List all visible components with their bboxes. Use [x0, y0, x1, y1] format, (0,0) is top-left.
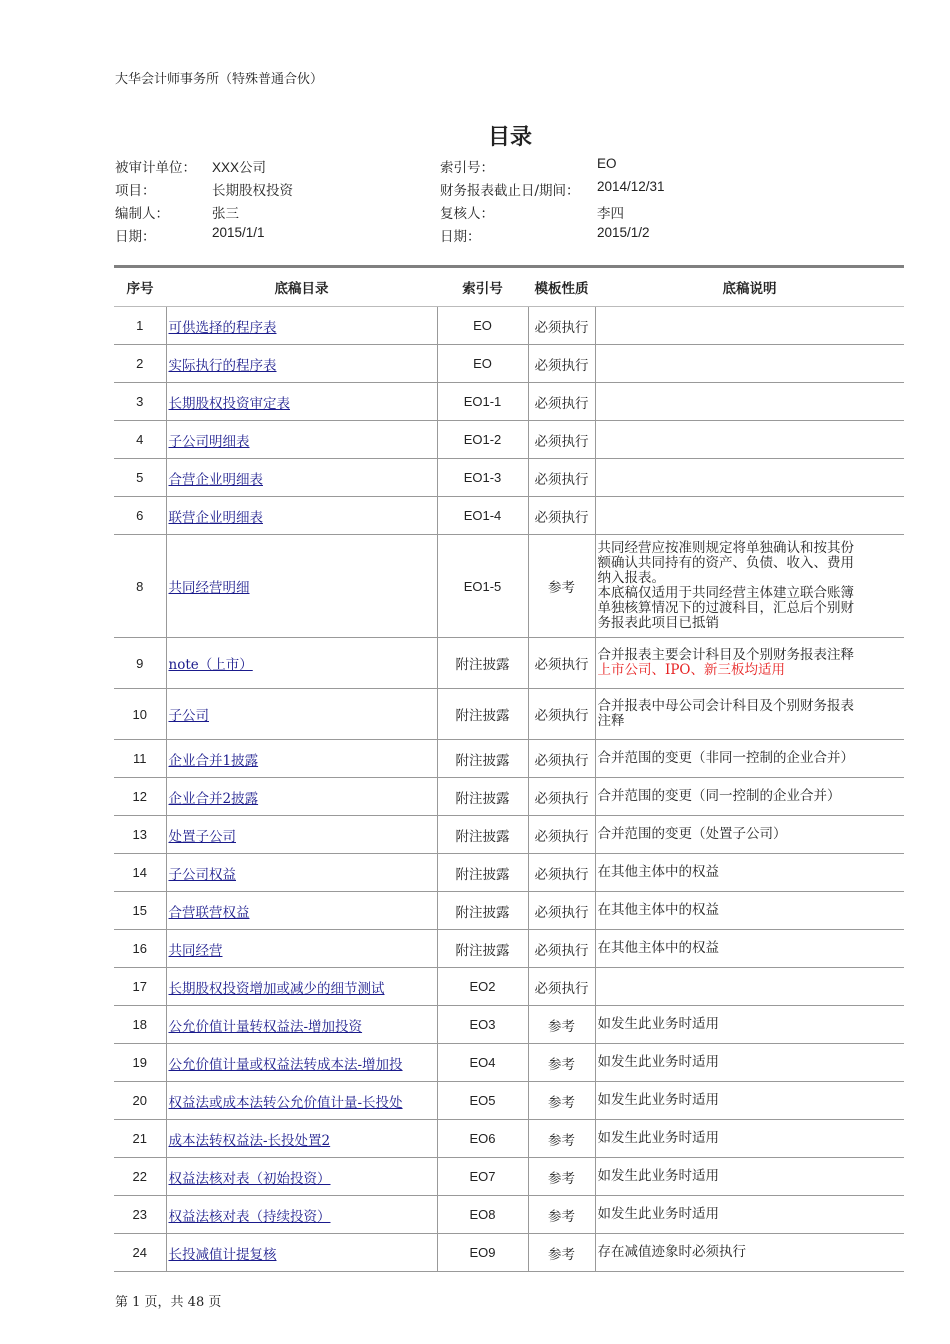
row-index-code: EO1-1	[437, 383, 528, 421]
col-header-name: 底稿目录	[166, 268, 437, 307]
workpaper-link[interactable]: 成本法转权益法-长投处置2	[168, 1132, 331, 1149]
table-row	[114, 740, 904, 778]
preparer-value: 张三	[212, 206, 239, 222]
row-index-code: EO3	[437, 1006, 528, 1044]
row-description	[595, 535, 904, 638]
row-description	[595, 854, 904, 892]
row-template-type: 必须执行	[528, 497, 595, 535]
contents-table	[114, 268, 904, 1272]
workpaper-link[interactable]: 权益法或成本法转公允价值计量-长投处	[168, 1094, 403, 1111]
workpaper-link[interactable]: 长投减值计提复核	[168, 1246, 277, 1263]
row-description	[595, 345, 904, 383]
row-number: 18	[114, 1006, 166, 1044]
row-description	[595, 383, 904, 421]
row-template-type: 必须执行	[528, 740, 595, 778]
description-text: 合并报表主要会计科目及个别财务报表注释	[597, 647, 854, 663]
workpaper-link[interactable]: 权益法核对表（初始投资）	[168, 1170, 331, 1187]
workpaper-link[interactable]: 合营企业明细表	[168, 471, 263, 488]
workpaper-link[interactable]: 长期股权投资审定表	[168, 395, 290, 412]
date1-value: 2015/1/1	[212, 225, 265, 240]
row-number: 15	[114, 892, 166, 930]
row-description	[595, 638, 904, 689]
row-name-cell	[166, 816, 437, 854]
description-text: 在其他主体中的权益	[597, 940, 719, 956]
row-template-type: 必须执行	[528, 816, 595, 854]
row-description	[595, 459, 904, 497]
row-index-code: 附注披露	[437, 689, 528, 740]
col-header-type: 模板性质	[528, 268, 595, 307]
row-template-type: 参考	[528, 1234, 595, 1272]
description-text: 在其他主体中的权益	[597, 902, 719, 918]
row-number: 13	[114, 816, 166, 854]
row-name-cell	[166, 1006, 437, 1044]
row-index-code: EO7	[437, 1158, 528, 1196]
row-index-code: 附注披露	[437, 778, 528, 816]
table-row	[114, 497, 904, 535]
row-description	[595, 1234, 904, 1272]
table-row	[114, 968, 904, 1006]
workpaper-link[interactable]: note（上市）	[168, 657, 253, 673]
workpaper-link[interactable]: 子公司权益	[168, 866, 236, 883]
row-number: 8	[114, 535, 166, 638]
row-name-cell	[166, 930, 437, 968]
row-name-cell	[166, 535, 437, 638]
description-note: 上市公司、IPO、新三板均适用	[597, 662, 785, 678]
row-index-code: EO9	[437, 1234, 528, 1272]
workpaper-link[interactable]: 长期股权投资增加或减少的细节测试	[168, 980, 385, 997]
row-name-cell	[166, 638, 437, 689]
row-number: 11	[114, 740, 166, 778]
row-number: 20	[114, 1082, 166, 1120]
workpaper-link[interactable]: 企业合并2披露	[168, 790, 259, 807]
row-description	[595, 816, 904, 854]
col-header-code: 索引号	[437, 268, 528, 307]
project-value: 长期股权投资	[212, 183, 293, 199]
entity-value: XXX公司	[212, 160, 267, 175]
row-template-type: 参考	[528, 1158, 595, 1196]
period-label: 财务报表截止日/期间：	[440, 183, 580, 199]
row-name-cell	[166, 1120, 437, 1158]
description-text: 如发生此业务时适用	[597, 1016, 719, 1032]
row-description	[595, 892, 904, 930]
row-number: 9	[114, 638, 166, 689]
row-number: 17	[114, 968, 166, 1006]
description-text: 如发生此业务时适用	[597, 1130, 719, 1146]
row-template-type: 必须执行	[528, 930, 595, 968]
table-row	[114, 307, 904, 345]
row-template-type: 必须执行	[528, 383, 595, 421]
row-number: 12	[114, 778, 166, 816]
row-index-code: EO2	[437, 968, 528, 1006]
row-number: 21	[114, 1120, 166, 1158]
table-row	[114, 930, 904, 968]
row-template-type: 必须执行	[528, 892, 595, 930]
row-number: 5	[114, 459, 166, 497]
row-index-code: EO8	[437, 1196, 528, 1234]
row-name-cell	[166, 1234, 437, 1272]
page-footer: 第 1 页，共 48 页	[115, 1295, 222, 1310]
row-template-type: 必须执行	[528, 689, 595, 740]
row-number: 10	[114, 689, 166, 740]
workpaper-link[interactable]: 子公司明细表	[168, 433, 250, 450]
workpaper-link[interactable]: 权益法核对表（持续投资）	[168, 1208, 331, 1225]
table-row	[114, 892, 904, 930]
row-name-cell	[166, 1082, 437, 1120]
row-number: 16	[114, 930, 166, 968]
row-template-type: 参考	[528, 1120, 595, 1158]
description-text: 如发生此业务时适用	[597, 1168, 719, 1184]
row-number: 24	[114, 1234, 166, 1272]
workpaper-link[interactable]: 实际执行的程序表	[168, 357, 277, 374]
workpaper-link[interactable]: 处置子公司	[168, 828, 236, 845]
table-row	[114, 638, 904, 689]
col-header-desc: 底稿说明	[595, 268, 904, 307]
period-value: 2014/12/31	[597, 179, 665, 194]
row-description	[595, 689, 904, 740]
date2-value: 2015/1/2	[597, 225, 650, 240]
table-row	[114, 778, 904, 816]
preparer-label: 编制人：	[115, 206, 169, 222]
row-description	[595, 1120, 904, 1158]
table-row	[114, 1120, 904, 1158]
workpaper-link[interactable]: 联营企业明细表	[168, 509, 263, 526]
row-index-code: EO5	[437, 1082, 528, 1120]
row-index-code: 附注披露	[437, 816, 528, 854]
row-name-cell	[166, 497, 437, 535]
row-template-type: 必须执行	[528, 778, 595, 816]
row-index-code: EO6	[437, 1120, 528, 1158]
workpaper-link[interactable]: 可供选择的程序表	[168, 319, 277, 336]
row-index-code: EO1-2	[437, 421, 528, 459]
table-row	[114, 689, 904, 740]
page-title: 目录	[487, 125, 532, 150]
row-name-cell	[166, 778, 437, 816]
description-text: 在其他主体中的权益	[597, 864, 719, 880]
description-text: 合并范围的变更（同一控制的企业合并）	[597, 788, 841, 804]
row-number: 4	[114, 421, 166, 459]
row-description	[595, 778, 904, 816]
table-row	[114, 459, 904, 497]
row-name-cell	[166, 345, 437, 383]
reviewer-value: 李四	[597, 206, 624, 222]
index-value: EO	[597, 156, 617, 171]
table-row	[114, 1044, 904, 1082]
firm-name: 大华会计师事务所（特殊普通合伙）	[115, 72, 324, 87]
row-description	[595, 968, 904, 1006]
row-description	[595, 930, 904, 968]
date1-label: 日期：	[115, 229, 156, 245]
table-header-row	[114, 268, 904, 307]
row-index-code: EO1-5	[437, 535, 528, 638]
row-index-code: EO	[437, 345, 528, 383]
row-description	[595, 1158, 904, 1196]
row-template-type: 参考	[528, 1006, 595, 1044]
row-name-cell	[166, 740, 437, 778]
row-number: 23	[114, 1196, 166, 1234]
row-number: 22	[114, 1158, 166, 1196]
row-name-cell	[166, 1044, 437, 1082]
row-index-code: 附注披露	[437, 854, 528, 892]
row-description	[595, 1006, 904, 1044]
date2-label: 日期：	[440, 229, 481, 245]
row-name-cell	[166, 854, 437, 892]
row-index-code: 附注披露	[437, 740, 528, 778]
row-name-cell	[166, 307, 437, 345]
table-row	[114, 1234, 904, 1272]
table-row	[114, 345, 904, 383]
row-number: 3	[114, 383, 166, 421]
description-text: 如发生此业务时适用	[597, 1054, 719, 1070]
table-row	[114, 1006, 904, 1044]
row-template-type: 必须执行	[528, 459, 595, 497]
workpaper-link[interactable]: 企业合并1披露	[168, 752, 259, 769]
row-name-cell	[166, 459, 437, 497]
row-number: 6	[114, 497, 166, 535]
row-number: 2	[114, 345, 166, 383]
row-index-code: 附注披露	[437, 892, 528, 930]
row-template-type: 参考	[528, 1082, 595, 1120]
row-template-type: 必须执行	[528, 854, 595, 892]
row-description	[595, 421, 904, 459]
workpaper-link[interactable]: 共同经营明细	[168, 580, 250, 596]
row-index-code: 附注披露	[437, 930, 528, 968]
row-template-type: 必须执行	[528, 307, 595, 345]
description-text: 共同经营应按准则规定将单独确认和按其份 额确认共同持有的资产、负债、收入、费用 纳入报表。 本底稿仅适用于共同经营主体建立联合账簿 单独核算情况下的过渡科目，汇总后个别财 务报表此项目已抵销	[597, 540, 854, 631]
row-name-cell	[166, 421, 437, 459]
row-template-type: 参考	[528, 535, 595, 638]
row-template-type: 必须执行	[528, 421, 595, 459]
table-row	[114, 1158, 904, 1196]
row-number: 19	[114, 1044, 166, 1082]
table-row	[114, 854, 904, 892]
row-index-code: EO1-3	[437, 459, 528, 497]
row-template-type: 必须执行	[528, 345, 595, 383]
row-name-cell	[166, 689, 437, 740]
description-text: 合并报表中母公司会计科目及个别财务报表 注释	[597, 698, 854, 729]
index-label: 索引号：	[440, 160, 494, 176]
row-name-cell	[166, 1196, 437, 1234]
row-description	[595, 497, 904, 535]
table-row	[114, 816, 904, 854]
row-template-type: 必须执行	[528, 638, 595, 689]
row-description	[595, 1196, 904, 1234]
project-label: 项目：	[115, 183, 156, 199]
row-description	[595, 307, 904, 345]
table-row	[114, 1082, 904, 1120]
row-index-code: 附注披露	[437, 638, 528, 689]
description-text: 如发生此业务时适用	[597, 1092, 719, 1108]
row-name-cell	[166, 1158, 437, 1196]
description-text: 如发生此业务时适用	[597, 1206, 719, 1222]
description-text: 合并范围的变更（非同一控制的企业合并）	[597, 750, 854, 766]
row-number: 14	[114, 854, 166, 892]
row-name-cell	[166, 968, 437, 1006]
row-index-code: EO4	[437, 1044, 528, 1082]
row-description	[595, 1082, 904, 1120]
table-row	[114, 1196, 904, 1234]
row-name-cell	[166, 892, 437, 930]
row-index-code: EO	[437, 307, 528, 345]
workpaper-link[interactable]: 共同经营	[168, 942, 223, 959]
workpaper-link[interactable]: 子公司	[168, 708, 209, 724]
description-text: 存在减值迹象时必须执行	[597, 1244, 746, 1260]
col-header-no: 序号	[114, 268, 166, 307]
row-template-type: 参考	[528, 1196, 595, 1234]
table-row	[114, 421, 904, 459]
description-text: 合并范围的变更（处置子公司）	[597, 826, 787, 842]
row-template-type: 必须执行	[528, 968, 595, 1006]
workpaper-link[interactable]: 公允价值计量转权益法-增加投资	[168, 1018, 363, 1035]
table-row	[114, 535, 904, 638]
reviewer-label: 复核人：	[440, 206, 494, 222]
row-number: 1	[114, 307, 166, 345]
workpaper-link[interactable]: 合营联营权益	[168, 904, 250, 921]
entity-label: 被审计单位：	[115, 160, 196, 176]
row-index-code: EO1-4	[437, 497, 528, 535]
table-row	[114, 383, 904, 421]
row-name-cell	[166, 383, 437, 421]
row-template-type: 参考	[528, 1044, 595, 1082]
workpaper-link[interactable]: 公允价值计量或权益法转成本法-增加投	[168, 1056, 403, 1073]
row-description	[595, 740, 904, 778]
row-description	[595, 1044, 904, 1082]
